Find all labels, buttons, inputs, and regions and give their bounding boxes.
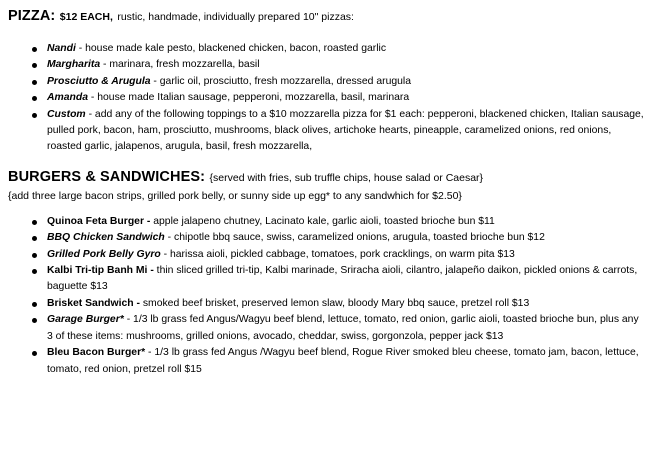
menu-page [8,6,644,378]
pizza-item-amanda [8,90,644,106]
item-description: - chipotle bbq sauce, swiss, caramelized onions, arugula, toasted brioche bun $12 [164,232,545,244]
pizza-item-nandi [8,41,644,57]
pizza-description: rustic, handmade, individually prepared 10" pizzas: [117,11,354,23]
burgers-list [8,214,644,378]
pizza-item-custom [8,107,644,156]
burger-item-bbq-chicken [8,230,644,246]
burgers-addon-note: {add three large bacon strips, grilled pork belly, or sunny side up egg* to any sandwhich for $2.50} [8,189,462,202]
pizza-price: $12 EACH, [59,11,113,23]
item-name: Bleu Bacon Burger* [47,347,146,359]
item-description: - house made Italian sausage, pepperoni, mozzarella, basil, marinara [88,92,410,104]
item-name: Nandi [47,43,76,54]
item-name: Grilled Pork Belly Gyro [47,248,161,260]
item-description: - house made kale pesto, blackened chicken, bacon, roasted garlic [75,43,387,54]
item-name: Kalbi Tri-tip Banh Mi - [47,265,154,277]
burgers-heading [8,167,644,188]
item-description: - marinara, fresh mozzarella, basil [100,59,260,71]
item-description: - 1/3 lb grass fed Angus/Wagyu beef blend, lettuce, tomato, red onion, garlic aioli, toasted brioche bun, plus any 3 of these items: mushrooms, grilled onions, avocado, cheddar, swiss, gorgonzola, pepper jack $13 [47,314,639,342]
burger-item-bleu-bacon [8,345,644,378]
pizza-item-prosciutto-arugula [8,74,644,90]
item-description: - garlic oil, prosciutto, fresh mozzarella, dressed arugula [150,75,411,87]
burger-item-quinoa-feta [8,214,644,230]
item-description: apple jalapeno chutney, Lacinato kale, garlic aioli, toasted brioche bun $11 [150,215,495,227]
item-description: - add any of the following toppings to a $10 mozzarella pizza for $1 each: pepperoni, blackened chicken, Italian sausage, pulled pork, bacon, ham, prosciutto, mushrooms, black olives, artichoke hearts, pineapple, caramelized onions, red onions, roasted garlic, jalapenos, arugula, basil, fresh mozzarella, [47,108,644,153]
burgers-title: BURGERS & SANDWICHES: [8,168,206,185]
pizza-item-margharita [8,57,644,73]
pizza-heading [8,6,644,27]
burger-item-kalbi-banh-mi [8,263,644,296]
item-description: - 1/3 lb grass fed Angus /Wagyu beef blend, Rogue River smoked bleu cheese, tomato jam, bacon, lettuce, tomato, red onion, pretzel roll $15 [47,347,639,375]
item-name: Margharita [47,59,101,71]
item-name: Quinoa Feta Burger - [47,215,151,227]
item-name: Brisket Sandwich - [47,297,140,309]
pizza-title: PIZZA: [8,8,56,24]
item-description: - harissa aioli, pickled cabbage, tomatoes, pork cracklings, on warm pita $13 [160,248,515,260]
item-name: BBQ Chicken Sandwich [47,232,165,244]
burger-item-garage-burger [8,312,644,345]
item-name: Garage Burger* [47,314,124,326]
item-name: Prosciutto & Arugula [47,75,151,87]
burgers-description: {served with fries, sub truffle chips, house salad or Caesar} [209,171,484,184]
item-description: smoked beef brisket, preserved lemon slaw, bloody Mary bbq sauce, pretzel roll $13 [139,297,530,309]
burger-item-pork-belly-gyro [8,247,644,263]
item-name: Custom [47,108,86,120]
pizza-list [8,41,644,156]
burger-item-brisket [8,296,644,312]
item-name: Amanda [47,92,88,104]
item-description: thin sliced grilled tri-tip, Kalbi marinade, Sriracha aioli, cilantro, jalapeño daikon, pickled onions & carrots, baguette $13 [47,265,638,293]
